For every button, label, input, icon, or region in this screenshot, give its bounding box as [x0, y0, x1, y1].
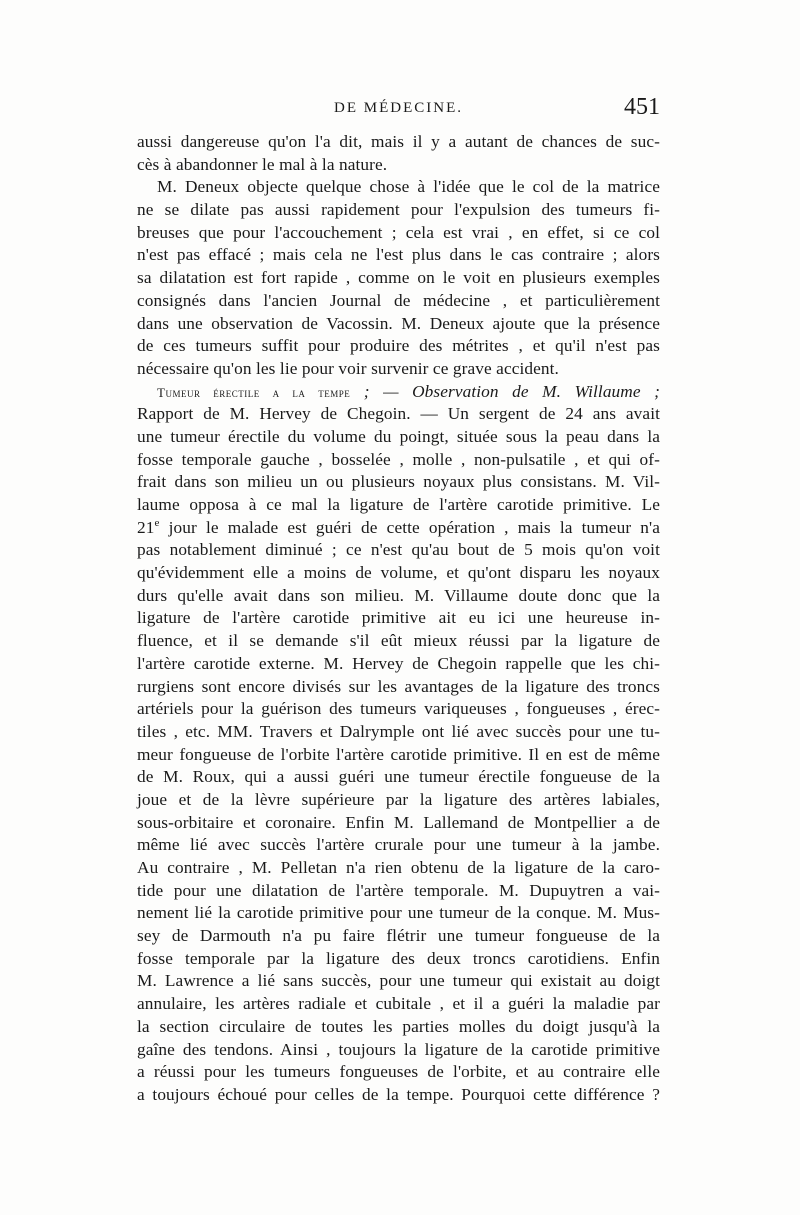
- text-line: même lié avec succès l'artère crurale pour une tumeur à la jambe.: [137, 835, 660, 855]
- text-line: meur fongueuse de l'orbite l'artère carotide primitive. Il en est de même: [137, 744, 660, 764]
- text-line: laume opposa à ce mal la ligature de l'artère carotide primitive. Le: [137, 495, 660, 514]
- text-line: fosse temporale gauche , bosselée , molle , non-pulsatile , et qui of-: [137, 449, 660, 469]
- text-line: de ces tumeurs suffit pour produire des métrites , et qu'il n'est pas: [137, 336, 660, 356]
- ordinal-number: 21: [137, 517, 155, 537]
- text-line: n'est pas effacé ; mais cela ne l'est plus dans le cas contraire ; alors: [137, 245, 660, 265]
- observation-title: ; — Observation de M. Willaume ;: [363, 381, 661, 401]
- text-line: une tumeur érectile du volume du poingt, située sous la peau dans la: [137, 426, 660, 446]
- running-head: DE MÉDECINE.: [334, 100, 463, 116]
- text-line: tide pour une dilatation de l'artère temporale. M. Dupuytren a vai-: [137, 880, 660, 900]
- text-line: Au contraire , M. Pelletan n'a rien obtenu de la ligature de la caro-: [137, 858, 660, 877]
- text-line: l'artère carotide externe. M. Hervey de Chegoin rappelle que les chi-: [137, 653, 660, 673]
- text-line: fosse temporale par la ligature des deux troncs carotidiens. Enfin: [137, 948, 660, 968]
- ordinal-line-text: jour le malade est guéri de cette opération , mais la tumeur n'a: [168, 517, 661, 537]
- text-line: sa dilatation est fort rapide , comme on le voit en plusieurs exemples: [137, 268, 660, 288]
- text-line: breuses que pour l'accouchement ; cela est vrai , en effet, si ce col: [137, 222, 660, 242]
- text-line: consignés dans l'ancien Journal de médecine , et particulièrement: [137, 290, 660, 310]
- text-line: tiles , etc. MM. Travers et Dalrymple ont lié avec succès pour une tu-: [137, 721, 660, 741]
- text-line-ordinal: [137, 517, 660, 540]
- text-line: M. Deneux objecte quelque chose à l'idée que le col de la matrice: [157, 177, 660, 197]
- text-line: qu'évidemment elle a moins de volume, et qu'ont disparu les noyaux: [137, 563, 660, 583]
- text-line: aussi dangereuse qu'on l'a dit, mais il y a autant de chances de suc-: [137, 132, 660, 151]
- text-line: sous-orbitaire et coronaire. Enfin M. Lallemand de Montpellier a de: [137, 812, 660, 832]
- text-line: a réussi pour les tumeurs fongueuses de l'orbite, et au contraire elle: [137, 1062, 660, 1082]
- section-heading-line: [137, 381, 660, 404]
- text-line: pas notablement diminué ; ce n'est qu'au bout de 5 mois qu'on voit: [137, 540, 660, 560]
- section-heading: Tumeur érectile a la tempe: [157, 384, 351, 400]
- text-line: joue et de la lèvre supérieure par la ligature des artères labiales,: [137, 789, 660, 809]
- text-line: Rapport de M. Hervey de Chegoin. — Un sergent de 24 ans avait: [137, 404, 660, 424]
- text-line: cès à abandonner le mal à la nature.: [137, 154, 388, 174]
- text-line: artériels pour la guérison des tumeurs variqueuses , fongueuses , érec-: [137, 699, 660, 719]
- body-text: [137, 131, 660, 1107]
- text-line: nement lié la carotide primitive pour une tumeur de la conque. M. Mus-: [137, 903, 660, 923]
- text-line: frait dans son milieu un ou plusieurs noyaux plus consistans. M. Vil-: [137, 472, 660, 492]
- text-line: a toujours échoué pour celles de la tempe. Pourquoi cette différence ?: [137, 1084, 660, 1104]
- text-line: M. Lawrence a lié sans succès, pour une tumeur qui existait au doigt: [137, 971, 660, 991]
- text-line: sey de Darmouth n'a pu faire flétrir une tumeur fongueuse de la: [137, 926, 660, 946]
- text-line: dans une observation de Vacossin. M. Deneux ajoute que la présence: [137, 313, 660, 333]
- text-line: nécessaire qu'on les lie pour voir survenir ce grave accident.: [137, 358, 559, 378]
- ordinal-suffix: e: [154, 516, 160, 529]
- text-line: annulaire, les artères radiale et cubitale , et il a guéri la maladie par: [137, 994, 660, 1014]
- text-line: ne se dilate pas aussi rapidement pour l'expulsion des tumeurs fi-: [137, 200, 660, 220]
- text-line: durs qu'elle avait dans son milieu. M. Villaume doute donc que la: [137, 585, 660, 605]
- text-line: ligature de l'artère carotide primitive ait eu ici une heureuse in-: [137, 608, 660, 628]
- page-header: [137, 94, 660, 128]
- page-number: 451: [624, 94, 660, 120]
- text-line: la section circulaire de toutes les parties molles du doigt jusqu'à la: [137, 1016, 660, 1036]
- text-line: de M. Roux, qui a aussi guéri une tumeur érectile fongueuse de la: [137, 767, 660, 787]
- text-line: rurgiens sont encore divisés sur les avantages de la ligature des troncs: [137, 676, 660, 696]
- text-line: gaîne des tendons. Ainsi , toujours la ligature de la carotide primitive: [137, 1039, 660, 1059]
- text-line: fluence, et il se demande s'il eût mieux réussi par la ligature de: [137, 631, 660, 651]
